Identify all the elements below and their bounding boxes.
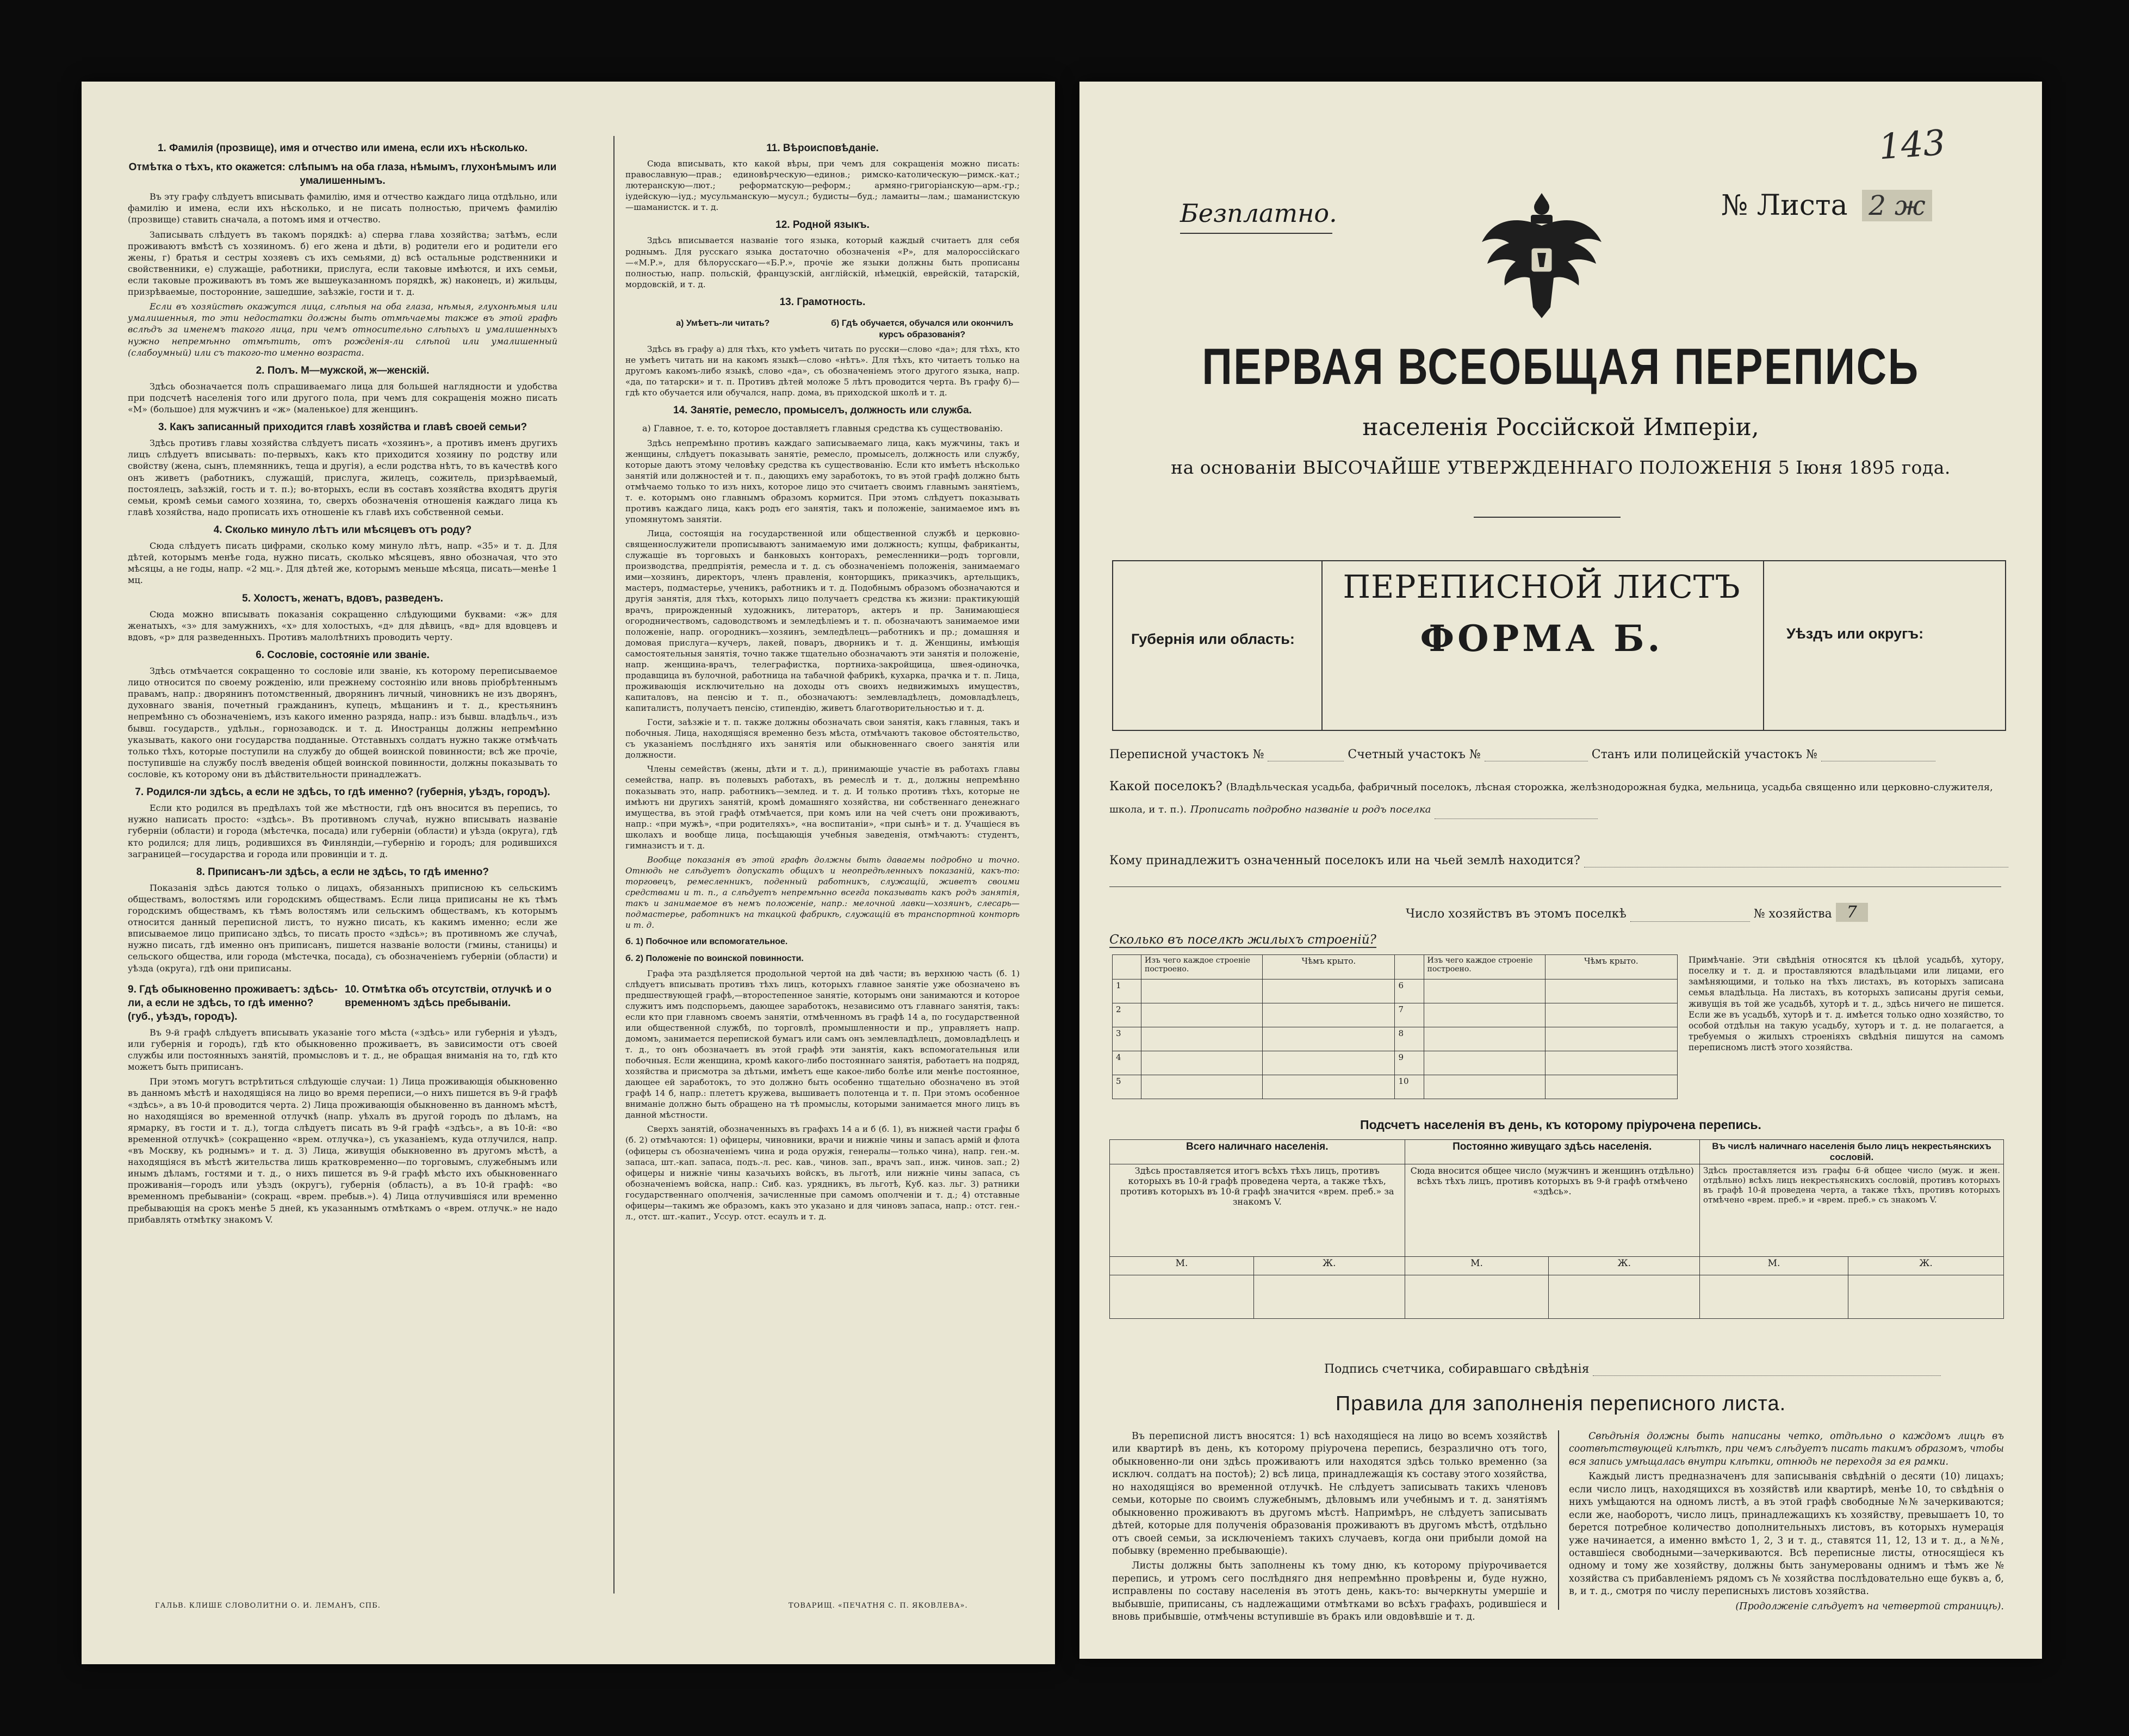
paragraph: Члены семействъ (жены, дѣти и т. д.), принимающіе участіе въ работахъ главы семейства, напр. въ полевыхъ работахъ, въ ремеслѣ и т. д., должны непремѣнно показывать это, напр. работникъ—землед. и т. д. И только противъ тѣхъ, которые не имѣютъ ни другихъ занятій, кромѣ домашняго хозяйства, ни собственнаго денежнаго имущества, въ этой графѣ отмѣчается, при комъ или на чей счетъ они проживаютъ, напр.: «при мужѣ», «при родителяхъ», «на воспитаніи», «при сынѣ» и т. д. Учащіеся въ школахъ и вообще лица, посѣщающія учебныя заведенія, отмѣчаютъ: студентъ, гимназистъ и т. д. xyxy=(625,764,1020,851)
rules-column-right xyxy=(1569,1430,2004,1615)
bt-cell[interactable] xyxy=(1263,1051,1395,1075)
census-basis: на основаніи ВЫСОЧАЙШЕ УТВЕРЖДЕННАГО ПОЛОЖЕНІЯ 5 Іюня 1895 года. xyxy=(1171,457,1951,478)
count-text-nonpeasant: Здѣсь проставляется изъ графы 6-й общее число (муж. и жен. отдѣльно) всѣхъ лицъ некрестьянскихъ сословій, противъ которыхъ въ графѣ 10-й проведена черта, а также тѣхъ, противъ которыхъ отмѣчено «врем. преб.» и «врем. преб.» съ знакомъ V. xyxy=(1700,1164,2004,1257)
paragraph: Здѣсь вписывается названіе того языка, который каждый считаетъ для себя роднымъ. Для русскаго языка достаточно обозначенія «Р», для малороссійскаго—«М.Р.», для бѣлорусскаго—«Б.Р.», прочіе же языки должны быть прописаны полностью, напр. польскій, французскій, англійскій, нѣмецкій, еврейскій, татарскій, мордовскій, и т. д. xyxy=(625,235,1020,289)
paragraph: Сюда можно вписывать показанія сокращенно слѣдующими буквами: «ж» для женатыхъ, «з» для замужнихъ, «х» для холостыхъ, «д» для дѣвицъ, «вд» для вдовцевъ и вдовъ, «р» для разведенныхъ. Противъ малолѣтнихъ проводить черту. xyxy=(128,609,557,642)
paragraph: Въ эту графу слѣдуетъ вписывать фамилію, имя и отчество каждаго лица отдѣльно, или фамилію и имена, если ихъ нѣсколько, и не писать полностью, причемъ фамилію (прозвище) ставить сначала, а потомъ имя и отчество. xyxy=(128,191,557,225)
paragraph: Вообще показанія въ этой графѣ должны быть даваемы подробно и точно. Отнюдь не слѣдуетъ допускать общихъ и неопредѣленныхъ показаній, какъ-то: торговецъ, ремесленникъ, поденный работникъ, служащій, живетъ своими средствами и т. п., а слѣдуетъ непремѣнно всегда показывать какъ родъ занятія, такъ и занимаемое въ немъ положеніе, напр.: мелочной лавки—хозяинъ, слесарь—подмастерье, работникъ на ткацкой фабрикѣ, служащій въ транспортной конторѣ и т. д. xyxy=(625,854,1020,931)
sheet-number-label: № Листа xyxy=(1721,189,1848,222)
paragraph: Графа эта раздѣляется продольной чертой на двѣ части; въ верхнюю часть (б. 1) слѣдуетъ вписывать противъ тѣхъ лицъ, которыхъ главное занятіе уже обозначено въ предшествующей графѣ,—второстепенное занятіе, которымъ они занимаются и которое служитъ имъ подспорьемъ, дающее заработокъ, независимо отъ главнаго занятія, такъ: если кто при главномъ своемъ занятіи, отмѣченномъ въ графѣ 14 а, по государственной или общественной службѣ, по торговлѣ, промышленности и пр., управляетъ напр. домомъ, занимается перепиской бумагъ или самъ онъ землевладѣлецъ, домовладѣлецъ и т. д., то онъ обозначаетъ въ этой графѣ эти занятія, какъ вспомогательныя или побочныя. Если женщина, кромѣ какого-либо постояннаго занятія, работаетъ на подряд, хозяйства и присмотра за дѣтьми, имѣетъ еще какое-либо болѣе или менѣе постоянное, дающее ей заработокъ, то это должно быть особенно тщательно обозначено въ этой графѣ 14 б, напр.: плететъ кружева, вышиваетъ полотенца и т. п. При этомъ особенное вниманіе должно быть обращено на тѣ промыслы, которыми занимается много лицъ въ данной мѣстности. xyxy=(625,968,1020,1120)
heading-1: 1. Фамилія (прозвище), имя и отчество или имена, если ихъ нѣсколько. xyxy=(157,142,528,154)
bt-cell[interactable] xyxy=(1263,1003,1395,1027)
paragraph: Если кто родился въ предѣлахъ той же мѣстности, гдѣ онъ вносится въ перепись, то нужно написать просто: «здѣсь». Въ противномъ случаѣ, нужно вписывать названіе губерніи (области) и города (мѣстечка, посада) или губерніи (области) и уѣзда (округа), гдѣ кто родился; для лицъ, родившихся въ Финляндіи,—губернію и городъ; для родившихся заграницей—государства и города или провинціи и т. д. xyxy=(128,803,557,859)
column-divider xyxy=(613,136,615,1594)
buildings-label: Сколько въ поселкѣ жилыхъ строеній? xyxy=(1109,933,1376,947)
bt-cell[interactable] xyxy=(1141,1027,1263,1051)
count-header-permanent: Постоянно живущаго здѣсь населенія. xyxy=(1405,1140,1700,1164)
paragraph: Здѣсь отмѣчается сокращенно то сословіе или званіе, къ которому переписываемое лицо относится по своему рожденію, или прежнему состоянію или вновь пріобрѣтеннымъ правамъ, напр.: дворянинъ потомственный, дворянинъ личный, чиновникъ не изъ дворянъ, духовнаго званія, почетный гражданинъ, купецъ, мѣщанинъ и т. д., крестьянинъ непремѣнно съ обозначеніемъ, изъ какого именно разряда, напр.: изъ бывш. владѣльч., изъ бывш. государств., удѣльн., горнозаводск. и т. д. Иностранцы должны непремѣнно указывать, какого они государства подданные. Отставныхъ солдатъ нужно также отмѣчать только тѣхъ, которые поступили на службу до общей воинской повинности; всѣ же прочіе, поступившіе на службу послѣ введенія общей воинской повинности, должны показывать то сословіе, къ которому они въ дѣйствительности принадлежатъ. xyxy=(128,666,557,779)
signature-label: Подпись счетчика, собиравшаго свѣдѣнія xyxy=(1324,1362,1590,1376)
count-district-label: Счетный участокъ № xyxy=(1348,748,1481,761)
count-cell[interactable] xyxy=(1253,1275,1405,1319)
heading-9-10-row xyxy=(128,977,557,1027)
paragraph: Сверхъ занятій, обозначенныхъ въ графахъ 14 а и б (б. 1), въ нижней части графы б (б. 2) отмѣчаются: 1) офицеры, чиновники, врачи и нижніе чины и запасъ армій и флота (офицеры съ обозначеніемъ чина и рода оружія, генералы—только чина), напр. ген.-м. запаса, шт.-кап. запаса, подъ.-л. рес. кав., чинов. зап., врачъ зап., инж. чинов. зап.; 2) офицеры и нижніе чины казачьихъ войскъ, въ льготѣ, или нижніе чины запаса, съ обозначеніемъ войска, напр.: Сиб. каз. урядникъ, въ льготѣ, Куб. каз. льг. 3) ратники государственнаго ополченія, зачисленные при самомъ ополченіи и т. д.; 4) отставные офицеры—такимъ же образомъ, какъ это указано и для чиновъ запаса, напр.: отст. ген.-л., отст. шт.-капит., Уссур. отст. есаулъ и т. д. xyxy=(625,1124,1020,1222)
household-no-value: 7 xyxy=(1836,903,1868,922)
heading-12: 12. Родной языкъ. xyxy=(775,219,870,231)
bt-cell[interactable] xyxy=(1424,1051,1545,1075)
heading-13a: а) Умѣетъ-ли читать? xyxy=(676,318,770,328)
bt-row-number: 6 xyxy=(1395,979,1424,1003)
form-subtitle: ФОРМА Б. xyxy=(1420,617,1664,660)
instructions-column-1 xyxy=(128,136,557,1229)
free-label: Безплатно. xyxy=(1180,199,1337,228)
bt-header-material-2: Изъ чего каждое строеніе построено. xyxy=(1424,955,1545,979)
census-subtitle: населенія Россійской Имперіи, xyxy=(1362,413,1759,441)
bt-cell[interactable] xyxy=(1263,979,1395,1003)
paragraph: При этомъ могутъ встрѣтиться слѣдующіе случаи: 1) Лица проживающія обыкновенно въ данномъ мѣстѣ и находящіяся на лицо во время переписи,—о нихъ пишется въ 9-й графѣ «здѣсь», а въ 10-й проводится черта. 2) Лица проживающія обыкновенно въ данномъ мѣстѣ, но находящіяся во временной отлучкѣ (напр. уѣхалъ въ другой городъ по дѣламъ, на ярмарку, въ гости и т. д.), тогда слѣдуетъ писать въ 9-й графѣ «здѣсь», а въ 10-й: «во временной отлучкѣ» (сокращенно «врем. отлучка»), съ указаніемъ, куда отлучился, напр. «въ Москву, къ роднымъ» и т. д. 3) Лица, живущія обыкновенно въ другомъ мѣстѣ, а находящіяся въ мѣстѣ жительства лишь кратковременно—по торговымъ, служебнымъ или инымъ дѣламъ, гостями и т. д., о нихъ пишется въ 9-й графѣ мѣсто ихъ обыкновеннаго проживанія—городъ или уѣздъ (округъ), губернія (область), а въ 10-й графѣ: «во временномъ пребываніи» (сокращ. «врем. пребыв.»). 4) Лица отлучившіяся или временно пребывающія на срокъ менѣе 5 дней, къ указаннымъ отмѣткамъ о «врем. отлучк.» не надо прибавлять отмѣтку знакомъ V. xyxy=(128,1076,557,1225)
owner-line[interactable] xyxy=(1109,854,2008,867)
paragraph: Здѣсь противъ главы хозяйства слѣдуетъ писать «хозяинъ», а противъ именъ другихъ лицъ слѣдуетъ вписывать: по-первыхъ, какъ кто приходится хозяину по родству или свойству (жена, сынъ, племянникъ, теща и другія), а если родства нѣтъ, то въ качествѣ кого онъ живетъ (работникъ, служащій, прислуга, жилецъ, сожитель, призрѣваемый, постоялецъ, заѣзжій, гость и т. п.); во-вторыхъ, если въ составъ хозяйства входятъ другія семьи, кромѣ семьи самого хозяина, то, сверхъ обозначенія отношенія каждаго лица къ главѣ хозяйства, надо прописать ихъ отношеніе къ главѣ ихъ собственной семьи. xyxy=(128,438,557,517)
bt-row-number: 5 xyxy=(1113,1075,1141,1099)
heading-10: 10. Отмѣтка объ отсутствіи, отлучкѣ и о временномъ здѣсь пребываніи. xyxy=(345,983,552,1009)
households-field[interactable] xyxy=(1630,921,1750,922)
heading-13-sub xyxy=(625,312,1020,344)
sheet-number-value: 2 ж xyxy=(1862,190,1932,221)
count-cell[interactable] xyxy=(1110,1275,1254,1319)
left-page xyxy=(82,82,1055,1664)
rules-column-left xyxy=(1112,1430,1547,1626)
rules-paragraph: Листы должны быть заполнены къ тому дню, къ которому пріурочивается перепись, и утромъ сего послѣдняго дня непремѣнно провѣрены и, буде нужно, исправлены по составу населенія въ этотъ день, какъ-то: вычеркнуты умершіе и выбывшіе, приписаны, съ надлежащими отмѣтками во всѣхъ графахъ, родившіеся и вновь прибывшіе, отмѣчены вступившіе въ бракъ или овдовѣвшіе и т. д. xyxy=(1112,1560,1547,1623)
bt-row-number: 1 xyxy=(1113,979,1141,1003)
count-zh-label: Ж. xyxy=(1848,1257,2003,1275)
census-district-label: Переписной участокъ № xyxy=(1109,748,1264,761)
rules-continuation: (Продолженіе слѣдуетъ на четвертой страницѣ). xyxy=(1735,1601,2004,1612)
owner-label: Кому принадлежитъ означенный поселокъ или на чьей землѣ находится? xyxy=(1109,854,1580,867)
bt-cell[interactable] xyxy=(1263,1075,1395,1099)
rules-paragraph: Свѣдѣнія должны быть написаны четко, отдѣльно о каждомъ лицѣ въ соотвѣтствующей клѣткѣ, при чемъ слѣдуетъ писать такимъ образомъ, чтобы вся запись умѣщалась внутри клѣтки, отнюдь не переходя за ея рамки. xyxy=(1569,1431,2004,1467)
bt-header-material: Изъ чего каждое строеніе построено. xyxy=(1141,955,1263,979)
count-cell[interactable] xyxy=(1700,1275,1848,1319)
heading-14: 14. Занятіе, ремесло, промыселъ, должность или служба. xyxy=(673,405,972,417)
heading-4: 4. Сколько минуло лѣтъ или мѣсяцевъ отъ роду? xyxy=(213,524,472,536)
rules-paragraph: Въ переписной листъ вносятся: 1) всѣ находящіеся на лицо во всемъ хозяйствѣ или квартирѣ въ день, къ которому пріурочена перепись, безразлично отъ того, обыкновенно-ли они здѣсь проживаютъ или находятся здѣсь только временно (за исключ. солдатъ на постоѣ); 2) всѣ лица, принадлежащія къ составу этого хозяйства, но находящіяся во временной отлучкѣ. Не слѣдуетъ записывать такихъ членовъ семьи, которые по своимъ служебнымъ, дѣловымъ или учебнымъ и т. д. занятіямъ обыкновенно проживаютъ въ другомъ мѣстѣ. Напримѣръ, не слѣдуетъ записывать дѣтей, которые для полученія образованія проживаютъ въ другомъ мѣстѣ, отдѣльно отъ своей семьи, за исключеніемъ такихъ случаевъ, когда они прибыли домой на побывку (временно пребывающіе). xyxy=(1112,1431,1547,1557)
printer-note-right: ТОВАРИЩ. «ПЕЧАТНЯ С. П. ЯКОВЛЕВА». xyxy=(789,1602,968,1610)
paragraph: Сюда вписывать, кто какой вѣры, при чемъ для сокращенія можно писать: православную—прав.; единовѣрческую—единов.; римско-католическую—римск.-кат.; лютеранскую—лют.; реформатскую—реформ.; армяно-григоріанскую—арм.-гр.; іудейскую—іуд.; мусульманскую—мусул.; будисты—буд.; ламаиты—лам.; шаманистскую—шаманистск. и т. д. xyxy=(625,159,1020,213)
paragraph: Показанія здѣсь даются только о лицахъ, обязанныхъ приписною къ сельскимъ обществамъ, волостямъ или городскимъ обществамъ. Если лица приписаны не къ тѣмъ городскимъ обществамъ, къ тѣмъ волостямъ или сельскимъ обществамъ, къ которымъ относится данный переписной листъ, то нужно писать, къ какимъ именно; если же вписываемое лицо приписано здѣсь, то писать просто «здѣсь»; въ противномъ же случаѣ, нужно писать, гдѣ именно онъ приписанъ, пишется названіе волости (гмины, станицы) и сельского общества, или города (мѣстечка, посада), съ обозначеніемъ губерніи (области) и уѣзда (округа), гдѣ они приписаны. xyxy=(128,882,557,974)
district-line[interactable] xyxy=(1109,748,1935,761)
bt-cell[interactable] xyxy=(1424,1003,1545,1027)
count-m-label: М. xyxy=(1700,1257,1848,1275)
heading-13: 13. Грамотность. xyxy=(779,296,866,308)
count-m-label: М. xyxy=(1110,1257,1254,1275)
count-m-label: М. xyxy=(1405,1257,1549,1275)
rules-paragraph: Каждый листъ предназначенъ для записыванія свѣдѣній о десяти (10) лицахъ; если число лицъ, находящихся въ хозяйствѣ или квартирѣ, менѣе 10, то свѣдѣнія о нихъ умѣщаются на одномъ листѣ, а въ этой графѣ свободные №№ зачеркиваются; если же, наоборотъ, число лицъ, принадлежащихъ къ хозяйству, превышаетъ 10, то берется потребное количество дополнительныхъ листовъ, въ которыхъ нумерація уже начинается, а именно вмѣсто 1, 2, 3 и т. д., ставятся 11, 12, 13 и т. д., а №№, оставшіеся свободными—зачеркиваются. Всѣ переписные листы, относящіеся къ одному и тому же хозяйству, должны быть занумерованы однимъ и тѣмъ же № хозяйства съ прибавленіемъ рядомъ съ № хозяйства послѣдовательно еще буквъ а, б, в, и т. д., смотря по числу переписныхъ листовъ хозяйства. xyxy=(1569,1471,2004,1597)
bt-cell[interactable] xyxy=(1424,1075,1545,1099)
bt-row-number: 10 xyxy=(1395,1075,1424,1099)
heading-2: 2. Полъ. М—мужской, ж—женскій. xyxy=(256,364,430,376)
count-header-nonpeasant: Въ числѣ наличнаго населенія было лицъ некрестьянскихъ сословій. xyxy=(1700,1140,2004,1164)
bt-cell[interactable] xyxy=(1545,1075,1677,1099)
paragraph: Сюда слѣдуетъ писать цифрами, сколько кому минуло лѣтъ, напр. «35» и т. д. Для дѣтей, которымъ менѣе года, нужно писать, сколько мѣсяцевъ, явно обозначая, что это мѣсяцы, а не годы, напр. «2 мц.». Для дѣтей же, которымъ меньше мѣсяца, писать—менѣе 1 мц. xyxy=(128,541,557,586)
bt-row-number: 4 xyxy=(1113,1051,1141,1075)
bt-row-number: 8 xyxy=(1395,1027,1424,1051)
paragraph: Здѣсь обозначается полъ спрашиваемаго лица для большей наглядности и удобства при подсчетѣ населенія того или другого пола, при чемъ для сокращенія можно писать «М» (большое) для мужчинъ и «ж» (маленькое) для женщинъ. xyxy=(128,381,557,415)
district-label: Уѣздъ или округъ: xyxy=(1786,625,1924,642)
paragraph: Въ 9-й графѣ слѣдуетъ вписывать указаніе того мѣста («здѣсь» или губернія и уѣздъ, или губернія и городъ), гдѣ кто обыкновенно проживаетъ, въ зависимости отъ своей службы или постоянныхъ занятій, промысловъ и т. д., не обращая вниманія на то, гдѣ кто можетъ быть приписанъ. xyxy=(128,1027,557,1072)
bt-cell[interactable] xyxy=(1545,1003,1677,1027)
signature-line[interactable] xyxy=(1324,1362,1941,1376)
bt-header-roof: Чѣмъ крыто. xyxy=(1263,955,1395,979)
free-underline xyxy=(1180,233,1332,234)
bt-cell[interactable] xyxy=(1141,1051,1263,1075)
count-cell[interactable] xyxy=(1848,1275,2003,1319)
police-district-label: Станъ или полицейскій участокъ № xyxy=(1591,748,1817,761)
heading-8: 8. Приписанъ-ли здѣсь, а если не здѣсь, то гдѣ именно? xyxy=(196,866,489,878)
title-rule xyxy=(1474,517,1621,518)
count-cell[interactable] xyxy=(1405,1275,1549,1319)
heading-3: 3. Какъ записанный приходится главѣ хозяйства и главѣ своей семьи? xyxy=(158,421,527,433)
population-count-table xyxy=(1109,1139,2004,1319)
household-no-label: № хозяйства xyxy=(1753,907,1832,921)
printer-note-left: ГАЛЬВ. КЛИШЕ СЛОВОЛИТНИ О. И. ЛЕМАНЪ, СПБ. xyxy=(155,1602,381,1610)
bt-row-number: 7 xyxy=(1395,1003,1424,1027)
heading-14b: б. 1) Побочное или вспомогательное. xyxy=(625,937,788,947)
count-cell[interactable] xyxy=(1549,1275,1700,1319)
signature-field[interactable] xyxy=(1593,1375,1941,1376)
settlement-hint-italic: Прописать подробно названіе и родъ поселка xyxy=(1190,803,1431,815)
right-page xyxy=(1079,82,2042,1659)
owner-line-2 xyxy=(1109,886,2001,887)
count-text-total: Здѣсь проставляется итогъ всѣхъ тѣхъ лицъ, противъ которыхъ въ 10-й графѣ проведена черта, а также тѣхъ, противъ которыхъ въ 10-й графѣ значится «врем. преб.» за знакомъ V. xyxy=(1110,1164,1405,1257)
count-zh-label: Ж. xyxy=(1253,1257,1405,1275)
heading-11: 11. Вѣроисповѣданіе. xyxy=(766,142,879,154)
settlement-line[interactable] xyxy=(1109,775,2007,819)
instructions-column-2 xyxy=(625,136,1020,1225)
bt-cell[interactable] xyxy=(1424,1027,1545,1051)
bt-row-number: 9 xyxy=(1395,1051,1424,1075)
count-header-total: Всего наличнаго населенія. xyxy=(1110,1140,1405,1164)
buildings-table xyxy=(1112,954,1678,1099)
heading-13b: б) Гдѣ обучается, обучался или окончилъ курсъ образованія? xyxy=(831,318,1014,339)
heading-6: 6. Сословіе, состояніе или званіе. xyxy=(256,649,430,661)
settlement-hint: (Владѣльческая усадьба, фабричный поселокъ, лѣсная сторожка, желѣзнодорожная будка, мельница, усадьба священно или церковно-служителя, школа, и т. п.). xyxy=(1109,782,1993,815)
bt-cell[interactable] xyxy=(1141,1075,1263,1099)
heading-5: 5. Холостъ, женатъ, вдовъ, разведенъ. xyxy=(242,592,443,604)
rules-title: Правила для заполненія переписного листа. xyxy=(1335,1392,1786,1415)
sheet-number-field[interactable] xyxy=(1721,189,1932,222)
households-label: Число хозяйствъ въ этомъ поселкѣ xyxy=(1406,907,1627,921)
paragraph: Здѣсь въ графу а) для тѣхъ, кто умѣетъ читать по русски—слово «да»; для тѣхъ, кто не умѣетъ читать ни на какомъ языкѣ—слово «нѣтъ». Для тѣхъ, кто читаетъ только на другомъ какомъ-либо языкѣ, слово «да», съ обозначеніемъ этого другого языка, напр. «да, по татарски» и т. п. Противъ дѣтей моложе 5 лѣтъ проводится черта. Въ графу б)—гдѣ кто обучается или обучался, напр. дома, въ приходской школѣ и т. д. xyxy=(625,344,1020,398)
heading-14a: а) Главное, т. е. то, которое доставляетъ главныя средства къ существованію. xyxy=(642,423,1003,434)
buildings-note: Примѣчаніе. Эти свѣдѣнія относятся къ цѣлой усадьбѣ, хутору, поселку и т. д. и проставляются владѣльцами или лицами, его замѣняющими, и только на тѣхъ листахъ, въ которыхъ записана семья владѣльца. На листахъ, въ которыхъ записаны другія семьи, живущія въ той же усадьбѣ, хуторѣ и т. д., здѣсь ничего не пишется. Если же въ усадьбѣ, хуторѣ и т. д. имѣется только одно хозяйство, то особой отдѣльн на такую усадьбу, хуторъ и т. д. не полагается, а требуемыя о жилыхъ строеніяхъ свѣдѣнія пишутся на самомъ переписномъ листѣ этого хозяйства. xyxy=(1689,955,2004,1053)
archive-number: 143 xyxy=(1877,122,1947,168)
bt-cell[interactable] xyxy=(1141,1003,1263,1027)
heading-7: 7. Родился-ли здѣсь, а если не здѣсь, то гдѣ именно? (губернія, уѣздъ, городъ). xyxy=(135,786,550,798)
paragraph: Если въ хозяйствѣ окажутся лица, слѣпыя на оба глаза, нѣмыя, глухонѣмыя или умалишенныя, то эти недостатки должны быть отмѣчаемы также въ этой графѣ вслѣдъ за именемъ такого лица, при чемъ относительно слѣпыхъ и умалишенныхъ нужно непремѣнно отмѣтить, отъ рожденія-ли слѣпой или умалишенный (слабоумный) или съ такого-то именно возраста. xyxy=(128,301,557,358)
bt-cell[interactable] xyxy=(1263,1027,1395,1051)
paragraph: Записывать слѣдуетъ въ такомъ порядкѣ: а) сперва глава хозяйства; затѣмъ, если проживаютъ вмѣстѣ съ хозяиномъ. б) его жена и дѣти, в) родители его и родители его жены, г) братья и сестры хозяевъ съ ихъ семьями, д) всѣ остальные родственники и свойственники, е) служащіе, работники, прислуга, если таковые имѣются, и ихъ семьи, если таковые проживаютъ въ томъ же вышеуказанномъ порядкѣ, ж) наконецъ, и) жильцы, призрѣваемые, посторонние, зашедшие, заѣзжіе, гости и т. д. xyxy=(128,229,557,297)
imperial-eagle-icon xyxy=(1476,182,1607,324)
form-title: ПЕРЕПИСНОЙ ЛИСТЪ xyxy=(1343,568,1741,605)
bt-cell[interactable] xyxy=(1545,979,1677,1003)
bt-header-roof-2: Чѣмъ крыто. xyxy=(1545,955,1677,979)
heading-9: 9. Гдѣ обыкновенно проживаетъ: здѣсь-ли, а если не здѣсь, то гдѣ именно? (губ., уѣздъ, городъ). xyxy=(128,983,338,1022)
settlement-label: Какой поселокъ? xyxy=(1109,779,1222,793)
paragraph: Гости, заѣзжіе и т. п. также должны обозначать свои занятія, какъ главныя, такъ и побочныя. Лица, находящіяся временно безъ мѣста, отмѣчаютъ таковое обстоятельство, съ указаніемъ послѣдняго ихъ занятія или обыкновеннаго своего занятія или должности. xyxy=(625,717,1020,760)
bt-cell[interactable] xyxy=(1424,979,1545,1003)
paragraph: Здѣсь непремѣнно противъ каждаго записываемаго лица, какъ мужчины, такъ и женщины, слѣдуетъ показывать занятіе, ремесло, промыселъ, должность или службу, которые даютъ этому человѣку средства къ существованію. Если кто имѣетъ нѣсколько занятій или должностей и т. п., дающихъ ему заработокъ, то въ этой графѣ должно быть отмѣчаемо только то изъ нихъ, которое лицо это считаетъ своимъ главнымъ занятіемъ, т. е. которымъ оно главнымъ образомъ кормится. При этомъ слѣдуетъ показывать противъ каждаго лица, какъ родъ его занятія, такъ и положеніе, занимаемое имъ въ упомянутомъ занятіи. xyxy=(625,438,1020,525)
rules-divider xyxy=(1558,1430,1559,1610)
heading-14c: б. 2) Положеніе по воинской повинности. xyxy=(625,954,804,964)
bt-cell[interactable] xyxy=(1545,1027,1677,1051)
households-line[interactable] xyxy=(1406,903,1868,922)
province-label: Губернія или область: xyxy=(1131,631,1295,647)
count-zh-label: Ж. xyxy=(1549,1257,1700,1275)
paragraph: Лица, состоящія на государственной или общественной службѣ и церковно-священнослужители прописываютъ занимаемую ими должность; купцы, фабриканты, служащіе въ торговыхъ и банковыхъ конторахъ, ремесленники—родъ торговли, производства, предпріятія, ремесла и т. д. съ обозначеніемъ положенія, занимаемаго ими—хозяинъ, директоръ, членъ правленія, конторщикъ, приказчикъ, артельщикъ, мастеръ, подмастерье, ученикъ, работникъ и т. д. Подобнымъ образомъ обозначаются и другія занятія, для тѣхъ, которыхъ лицо получаетъ средства къ жизни: практикующій врачъ, прирожденный художникъ, литераторъ, актеръ и пр. Занимающіеся огородничествомъ, садоводствомъ и земледѣліемъ и т. п. обозначаютъ занимаемое ими положеніе, напр. огородникъ—хозяинъ, земледѣлецъ—работникъ и пр.; домашняя и домовая прислуга—кучеръ, лакей, поваръ, дворникъ и т. д. Женщины, имѣющія самостоятельныя занятія, точно также тщательно обозначаютъ эти занятія и положеніе, напр. женщина-врачъ, телеграфистка, портниха-закройщица, швея-одиночка, продавщица въ булочной, работница на табачной фабрикѣ, кухарка, прачка и т. п. Лица, проживающія исключительно на доходы отъ своихъ недвижимыхъ имуществъ, капиталовъ, на пенсію и т. п., обозначаютъ: землевладѣлецъ, домовладѣлецъ, капиталистъ, получаетъ пенсію, стипендію, живетъ благотворительностью и т. д. xyxy=(625,529,1020,714)
census-title: ПЕРВАЯ ВСЕОБЩАЯ ПЕРЕПИСЬ xyxy=(1202,338,1920,395)
bt-cell[interactable] xyxy=(1545,1051,1677,1075)
heading-1b: Отмѣтка о тѣхъ, кто окажется: слѣпымъ на оба глаза, нѣмымъ, глухонѣмымъ или умалишеннымъ. xyxy=(128,162,557,187)
count-text-permanent: Сюда вносится общее число (мужчинъ и женщинъ отдѣльно) всѣхъ тѣхъ лицъ, противъ которыхъ въ 9-й графѣ отмѣчено «здѣсь». xyxy=(1405,1164,1700,1257)
bt-cell[interactable] xyxy=(1141,979,1263,1003)
bt-row-number: 2 xyxy=(1113,1003,1141,1027)
bt-row-number: 3 xyxy=(1113,1027,1141,1051)
count-title: Подсчетъ населенія въ день, къ которому пріурочена перепись. xyxy=(1360,1118,1761,1132)
